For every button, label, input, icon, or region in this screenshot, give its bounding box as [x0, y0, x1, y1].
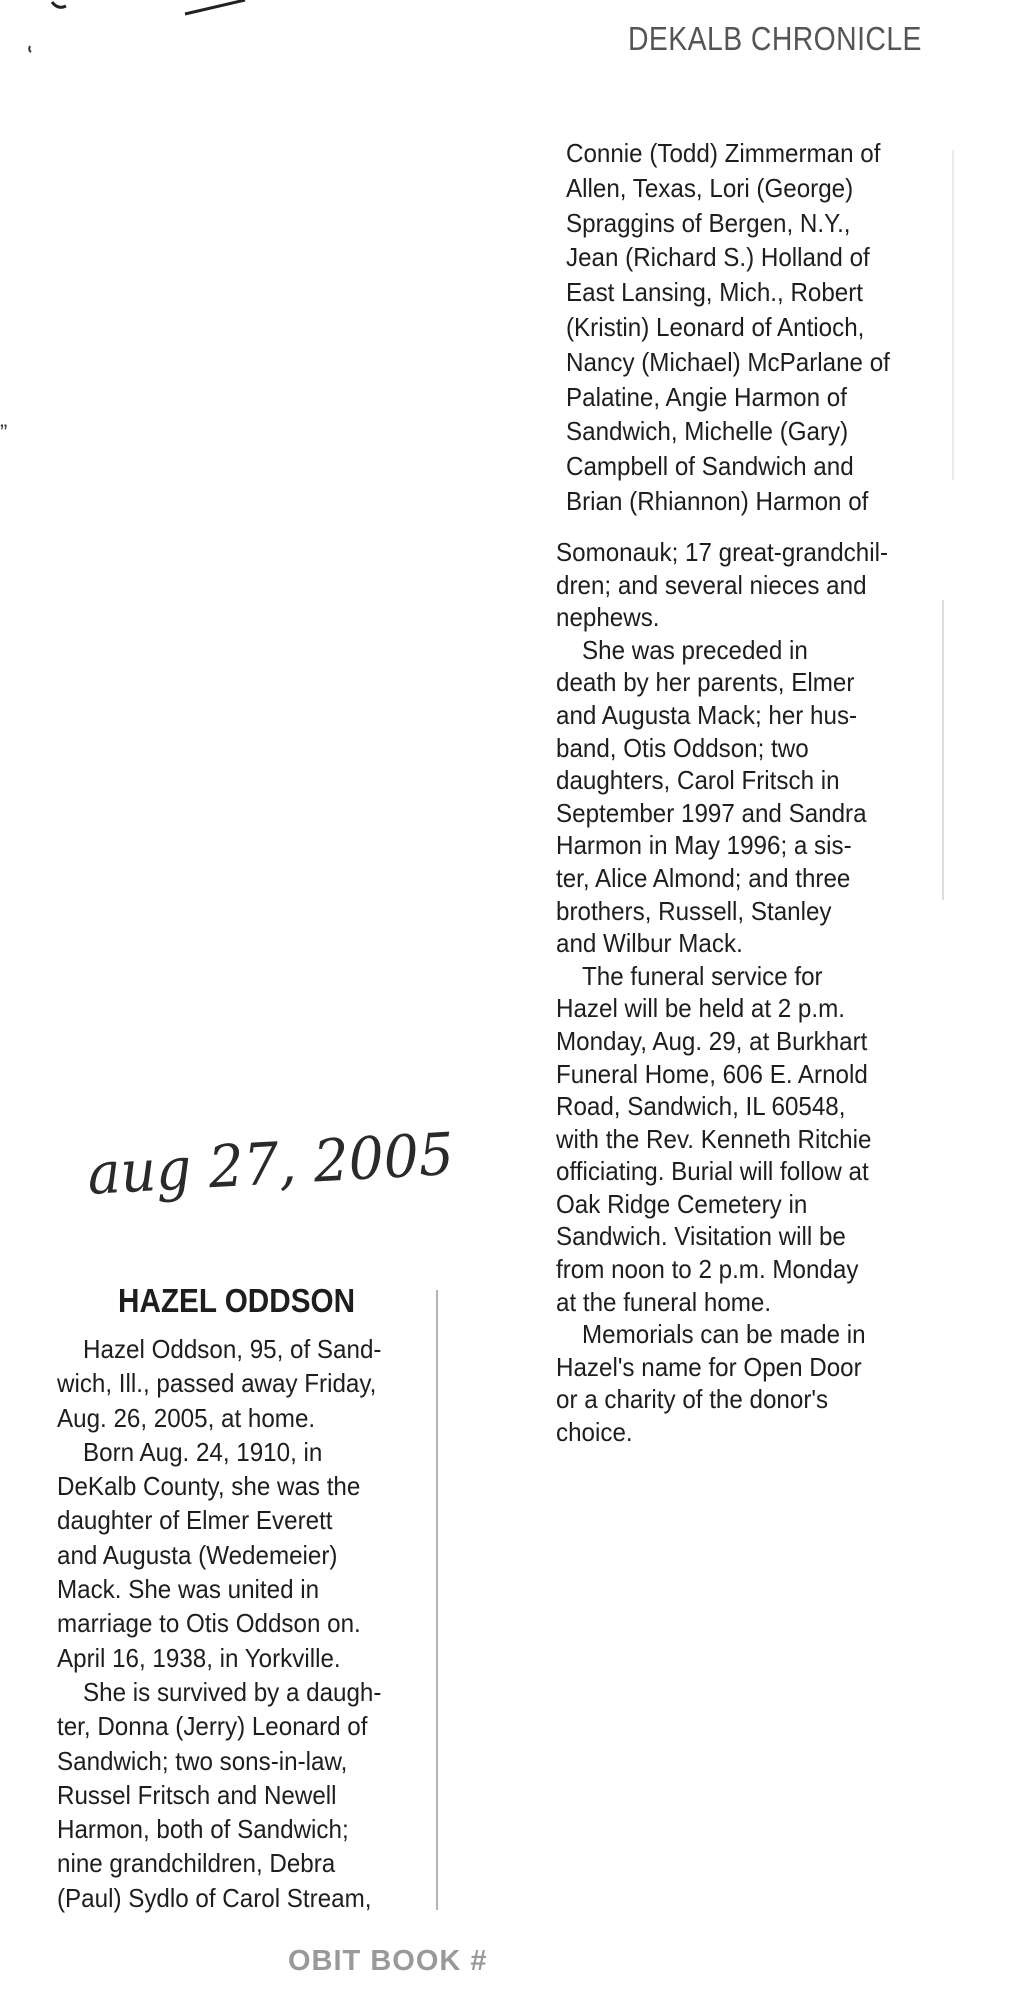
text-line: East Lansing, Mich., Robert — [566, 277, 864, 308]
text-line: officiating. Burial will follow at — [556, 1156, 869, 1187]
text-line: Russel Fritsch and Newell — [57, 1779, 337, 1810]
obit-book-stamp: OBIT BOOK # — [288, 1945, 488, 1977]
text-line: daughter of Elmer Everett — [57, 1505, 333, 1536]
text-line: with the Rev. Kenneth Ritchie — [556, 1123, 872, 1154]
text-line: Palatine, Angie Harmon of — [566, 381, 847, 412]
text-line: and Wilbur Mack. — [556, 928, 743, 959]
obituary-headline: HAZEL ODDSON — [118, 1282, 356, 1319]
text-line: from noon to 2 p.m. Monday — [556, 1254, 859, 1285]
text-line: and Augusta Mack; her hus- — [556, 699, 858, 730]
text-line: Brian (Rhiannon) Harmon of — [566, 485, 869, 516]
text-line: marriage to Otis Oddson on. — [57, 1608, 361, 1639]
text-line: DeKalb County, she was the — [57, 1471, 361, 1502]
column-rule-top — [952, 150, 954, 480]
text-line: Sandwich. Visitation will be — [556, 1221, 846, 1252]
text-line: (Paul) Sydlo of Carol Stream, — [57, 1882, 372, 1913]
text-line: (Kristin) Leonard of Antioch, — [566, 311, 865, 342]
text-line: She was preceded in — [582, 634, 808, 665]
text-line: Sandwich; two sons-in-law, — [57, 1745, 348, 1776]
text-line: death by her parents, Elmer — [556, 667, 855, 698]
text-line: Hazel will be held at 2 p.m. — [556, 993, 845, 1024]
text-line: Hazel's name for Open Door — [556, 1351, 862, 1382]
text-line: Harmon, both of Sandwich; — [57, 1814, 349, 1845]
pen-marks — [0, 0, 300, 460]
text-line: brothers, Russell, Stanley — [556, 895, 832, 926]
right-column-bottom — [556, 536, 913, 1449]
text-line: Jean (Richard S.) Holland of — [566, 242, 870, 273]
text-line: ter, Donna (Jerry) Leonard of — [57, 1711, 368, 1742]
text-line: Spraggins of Bergen, N.Y., — [566, 207, 851, 238]
text-line: Monday, Aug. 29, at Burkhart — [556, 1025, 868, 1056]
text-line: Somonauk; 17 great-grandchil- — [556, 537, 888, 567]
text-line: Mack. She was united in — [57, 1574, 320, 1605]
text-line: The funeral service for — [582, 960, 823, 991]
text-line: or a charity of the donor's — [556, 1384, 829, 1415]
text-line: choice. — [556, 1417, 633, 1448]
text-line: Memorials can be made in — [582, 1319, 866, 1350]
text-line: dren; and several nieces and — [556, 569, 867, 600]
text-line: September 1997 and Sandra — [556, 797, 867, 828]
text-line: Campbell of Sandwich and — [566, 451, 854, 482]
text-line: wich, Ill., passed away Friday, — [57, 1368, 377, 1399]
text-line: Hazel Oddson, 95, of Sand- — [83, 1334, 382, 1364]
text-line: April 16, 1938, in Yorkville. — [57, 1642, 341, 1673]
text-line: Funeral Home, 606 E. Arnold — [556, 1058, 868, 1089]
text-line: Aug. 26, 2005, at home. — [57, 1402, 316, 1433]
handwritten-date: aug 27, 2005 — [86, 1119, 456, 1208]
text-line: Oak Ridge Cemetery in — [556, 1188, 808, 1219]
text-line: Connie (Todd) Zimmerman of — [566, 138, 881, 168]
text-line: Born Aug. 24, 1910, in — [83, 1436, 323, 1467]
column-rule-right — [942, 600, 944, 900]
text-line: band, Otis Oddson; two — [556, 732, 809, 763]
text-line: ter, Alice Almond; and three — [556, 862, 851, 893]
text-line: daughters, Carol Fritsch in — [556, 765, 840, 796]
newspaper-masthead: DEKALB CHRONICLE — [628, 20, 922, 57]
column-rule-left — [436, 1290, 438, 1910]
text-line: at the funeral home. — [556, 1286, 772, 1317]
text-line: nine grandchildren, Debra — [57, 1848, 336, 1879]
text-line: and Augusta (Wedemeier) — [57, 1539, 338, 1570]
text-line: Nancy (Michael) McParlane of — [566, 346, 890, 377]
text-line: Allen, Texas, Lori (George) — [566, 172, 854, 203]
text-line: She is survived by a daugh- — [83, 1676, 382, 1707]
svg-text:”: ” — [0, 420, 8, 445]
right-column-top — [566, 136, 914, 519]
left-column — [57, 1332, 406, 1915]
text-line: nephews. — [556, 602, 660, 633]
text-line: Sandwich, Michelle (Gary) — [566, 416, 849, 447]
text-line: Harmon in May 1996; a sis- — [556, 830, 852, 861]
text-line: Road, Sandwich, IL 60548, — [556, 1091, 846, 1122]
